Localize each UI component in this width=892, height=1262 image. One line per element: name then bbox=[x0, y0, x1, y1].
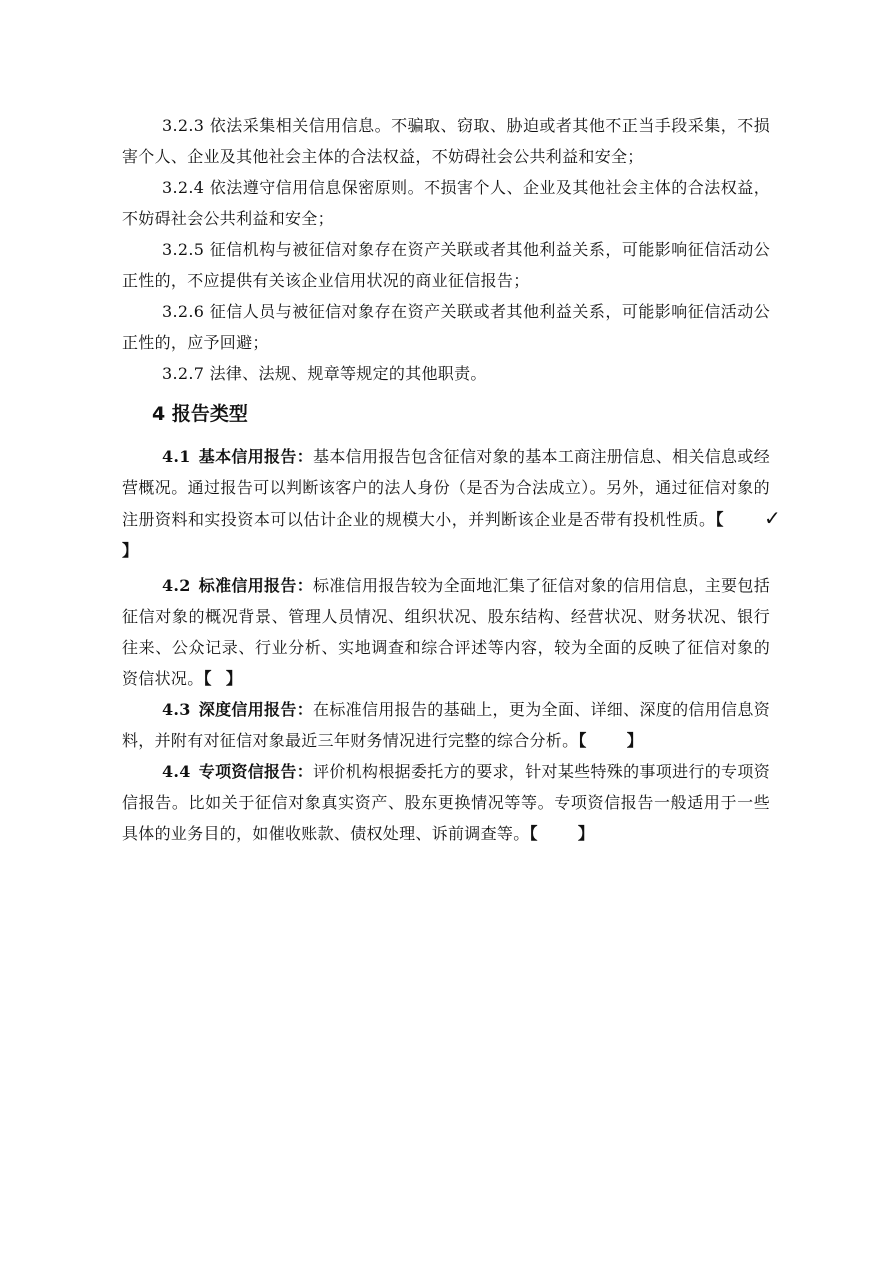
item-number: 4.2 bbox=[162, 576, 191, 595]
clause-3-2-5 bbox=[122, 234, 770, 296]
item-text: 基本信用报告包含征信对象的基本工商注册信息、相关信息或经营概况。通过报告可以判断该客户的法人身份（是否为合法成立）。另外，通过征信对象的注册资料和实投资本可以估计企业的规模大小，并判断该企业是否带有投机性质。 bbox=[122, 447, 770, 529]
report-type-4-2 bbox=[122, 570, 770, 694]
clause-number: 3.2.3 bbox=[162, 116, 205, 135]
report-type-4-3 bbox=[122, 694, 770, 756]
item-text: 评价机构根据委托方的要求，针对某些特殊的事项进行的专项资信报告。比如关于征信对象真实资产、股东更换情况等等。专项资信报告一般适用于一些具体的业务目的，如催收账款、债权处理、诉前调查等。 bbox=[122, 762, 770, 843]
bracket-close: 】 bbox=[122, 541, 139, 560]
report-type-4-4 bbox=[122, 756, 770, 849]
report-type-4-1 bbox=[122, 441, 782, 566]
check-mark[interactable]: ✓ bbox=[764, 506, 782, 530]
item-number: 4.4 bbox=[162, 762, 191, 781]
clause-text: 法律、法规、规章等规定的其他职责。 bbox=[209, 364, 487, 383]
clause-3-2-7 bbox=[122, 358, 770, 389]
item-text: 在标准信用报告的基础上，更为全面、详细、深度的信用信息资料，并附有对征信对象最近三年财务情况进行完整的综合分析。 bbox=[122, 700, 770, 750]
clause-number: 3.2.5 bbox=[162, 240, 205, 259]
item-term: 深度信用报告： bbox=[198, 700, 314, 719]
item-term: 基本信用报告： bbox=[198, 447, 314, 466]
clause-number: 3.2.4 bbox=[162, 178, 205, 197]
bracket-close: 】 bbox=[577, 824, 595, 843]
bracket-open: 【 bbox=[203, 669, 212, 688]
section-heading: 4 报告类型 bbox=[152, 403, 248, 425]
clause-3-2-3 bbox=[122, 110, 770, 172]
bracket-close: 】 bbox=[225, 669, 243, 688]
bracket-open: 【 bbox=[529, 824, 538, 843]
item-text: 标准信用报告较为全面地汇集了征信对象的信用信息，主要包括征信对象的概况背景、管理人员情况、组织状况、股东结构、经营状况、财务状况、银行往来、公众记录、行业分析、实地调查和综合评述等内容，较为全面的反映了征信对象的资信状况。 bbox=[122, 576, 770, 688]
bracket-open: 【 bbox=[715, 510, 724, 529]
clause-3-2-4 bbox=[122, 172, 770, 234]
clause-text: 征信机构与被征信对象存在资产关联或者其他利益关系，可能影响征信活动公正性的，不应提供有关该企业信用状况的商业征信报告； bbox=[122, 240, 771, 290]
clause-3-2-6 bbox=[122, 296, 770, 358]
clause-text: 征信人员与被征信对象存在资产关联或者其他利益关系，可能影响征信活动公正性的，应予回避； bbox=[122, 302, 771, 352]
clause-text: 依法遵守信用信息保密原则。不损害个人、企业及其他社会主体的合法权益，不妨碍社会公共利益和安全； bbox=[122, 178, 771, 228]
bracket-close: 】 bbox=[626, 731, 644, 750]
item-term: 专项资信报告： bbox=[198, 762, 314, 781]
clause-number: 3.2.7 bbox=[162, 364, 205, 383]
item-number: 4.1 bbox=[162, 447, 191, 466]
document-body bbox=[122, 110, 782, 849]
clause-text: 依法采集相关信用信息。不骗取、窃取、胁迫或者其他不正当手段采集，不损害个人、企业及其他社会主体的合法权益，不妨碍社会公共利益和安全； bbox=[122, 116, 771, 166]
item-term: 标准信用报告： bbox=[198, 576, 314, 595]
clause-number: 3.2.6 bbox=[162, 302, 205, 321]
bracket-open: 【 bbox=[578, 731, 587, 750]
item-number: 4.3 bbox=[162, 700, 191, 719]
